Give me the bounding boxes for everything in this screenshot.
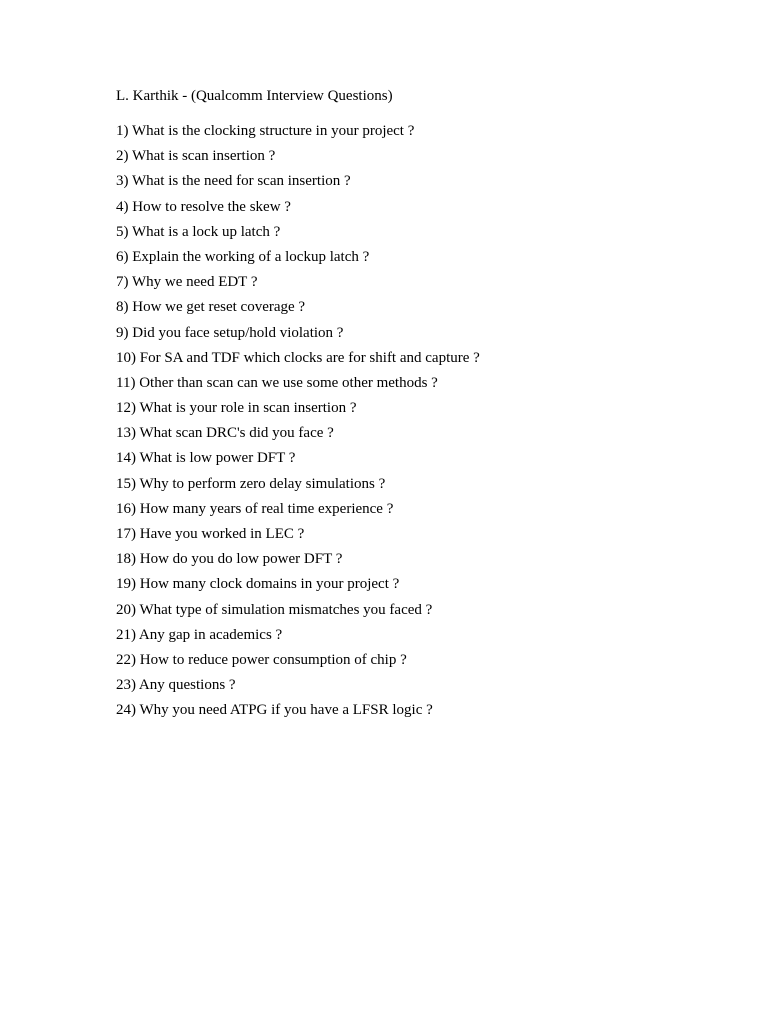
question-item: 2) What is scan insertion ? bbox=[116, 148, 276, 165]
question-item: 7) Why we need EDT ? bbox=[116, 274, 258, 291]
document-content bbox=[116, 86, 716, 724]
question-item: 18) How do you do low power DFT ? bbox=[116, 551, 343, 568]
question-item: 11) Other than scan can we use some other methods ? bbox=[116, 374, 438, 391]
question-item: 5) What is a lock up latch ? bbox=[116, 223, 281, 240]
question-item: 13) What scan DRC's did you face ? bbox=[116, 425, 334, 442]
question-list bbox=[116, 119, 716, 724]
question-item: 15) Why to perform zero delay simulations ? bbox=[116, 475, 386, 492]
document-title: L. Karthik - (Qualcomm Interview Questions) bbox=[116, 88, 393, 104]
question-item: 3) What is the need for scan insertion ? bbox=[116, 173, 351, 190]
question-item: 1) What is the clocking structure in your project ? bbox=[116, 123, 415, 139]
question-item: 21) Any gap in academics ? bbox=[116, 626, 283, 643]
question-item: 16) How many years of real time experience ? bbox=[116, 500, 394, 517]
question-item: 12) What is your role in scan insertion ? bbox=[116, 400, 357, 417]
question-item: 23) Any questions ? bbox=[116, 677, 236, 694]
question-item: 10) For SA and TDF which clocks are for shift and capture ? bbox=[116, 349, 480, 366]
question-item: 14) What is low power DFT ? bbox=[116, 450, 296, 467]
question-item: 6) Explain the working of a lockup latch ? bbox=[116, 248, 370, 265]
question-item: 4) How to resolve the skew ? bbox=[116, 198, 291, 215]
question-item: 22) How to reduce power consumption of chip ? bbox=[116, 651, 407, 668]
question-item: 9) Did you face setup/hold violation ? bbox=[116, 324, 344, 341]
question-item: 20) What type of simulation mismatches you faced ? bbox=[116, 601, 433, 618]
question-item: 19) How many clock domains in your project ? bbox=[116, 576, 400, 593]
question-item: 8) How we get reset coverage ? bbox=[116, 299, 306, 316]
question-item: 24) Why you need ATPG if you have a LFSR logic ? bbox=[116, 702, 433, 719]
question-item: 17) Have you worked in LEC ? bbox=[116, 526, 305, 542]
